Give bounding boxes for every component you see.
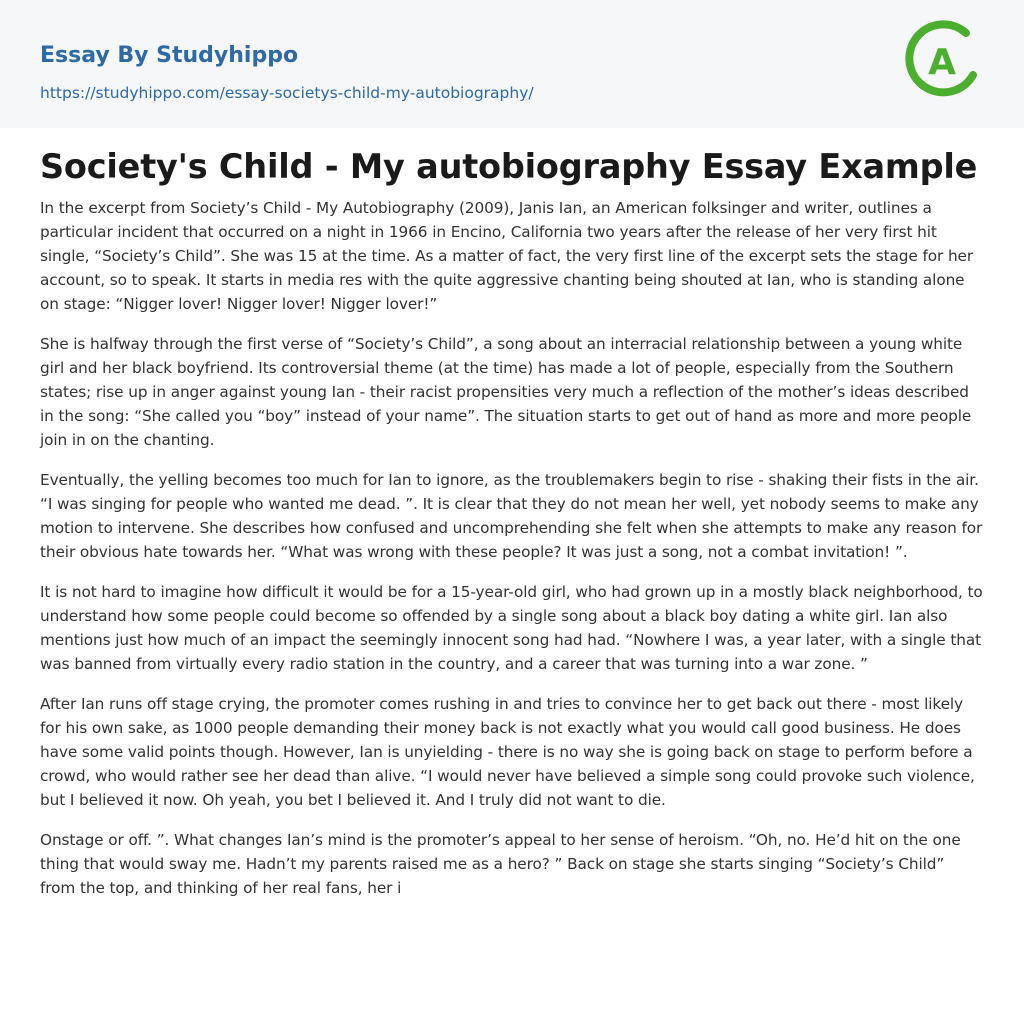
article xyxy=(0,128,1024,900)
source-url-link[interactable]: https://studyhippo.com/essay-societys-child-my-autobiography/ xyxy=(40,84,534,102)
page-title: Society's Child - My autobiography Essay Example xyxy=(40,147,978,186)
site-brand[interactable]: Essay By Studyhippo xyxy=(40,43,299,68)
studyhippo-logo-icon[interactable] xyxy=(900,20,984,104)
paragraph: In the excerpt from Society’s Child - My Autobiography (2009), Janis Ian, an American folksinger and writer, outlines a particular incident that occurred on a night in 1966 in Encino, California two years after the release of her very first hit single, “Society’s Child”. She was 15 at the time. As a matter of fact, the very first line of the excerpt sets the stage for her account, so to speak. It starts in media res with the quite aggressive chanting being shouted at Ian, who is standing alone on stage: “Nigger lover! Nigger lover! Nigger lover!” xyxy=(40,199,974,313)
site-header xyxy=(0,0,1024,128)
paragraph: After Ian runs off stage crying, the promoter comes rushing in and tries to convince her to get back out there - most likely for his own sake, as 1000 people demanding their money back is not exactly what you would call good business. He does have some valid points though. However, Ian is unyielding - there is no way she is going back on stage to perform before a crowd, who would rather see her dead than alive. “I would never have believed a simple song could provoke such violence, but I believed it now. Oh yeah, you bet I believed it. And I truly did not want to die. xyxy=(40,695,975,809)
logo-letter: A xyxy=(928,42,956,83)
paragraph: Eventually, the yelling becomes too much for Ian to ignore, as the troublemakers begin to rise - shaking their fists in the air. “I was singing for people who wanted me dead. ”. It is clear that they do not mean her well, yet nobody seems to make any motion to intervene. She describes how confused and uncomprehending she felt when she attempts to make any reason for their obvious hate towards her. “What was wrong with these people? It was just a song, not a combat invitation! ”. xyxy=(40,471,983,561)
paragraph: Onstage or off. ”. What changes Ian’s mind is the promoter’s appeal to her sense of heroism. “Oh, no. He’d hit on the one thing that would sway me. Hadn’t my parents raised me as a hero? ” Back on stage she starts singing “Society’s Child” from the top, and thinking of her real fans, her i xyxy=(40,831,961,897)
paragraph: It is not hard to imagine how difficult it would be for a 15-year-old girl, who had grown up in a mostly black neighborhood, to understand how some people could become so offended by a single song about a black boy dating a white girl. Ian also mentions just how much of an impact the seemingly innocent song had had. “Nowhere I was, a year later, with a single that was banned from virtually every radio station in the country, and a career that was turning into a war zone. ” xyxy=(40,583,983,673)
paragraph: She is halfway through the first verse of “Society’s Child”, a song about an interracial relationship between a young white girl and her black boyfriend. Its controversial theme (at the time) has made a lot of people, especially from the Southern states; rise up in anger against young Ian - their racist propensities very much a reflection of the mother’s ideas described in the song: “She called you “boy” instead of your name”. The situation starts to get out of hand as more and more people join in on the chanting. xyxy=(40,335,972,449)
